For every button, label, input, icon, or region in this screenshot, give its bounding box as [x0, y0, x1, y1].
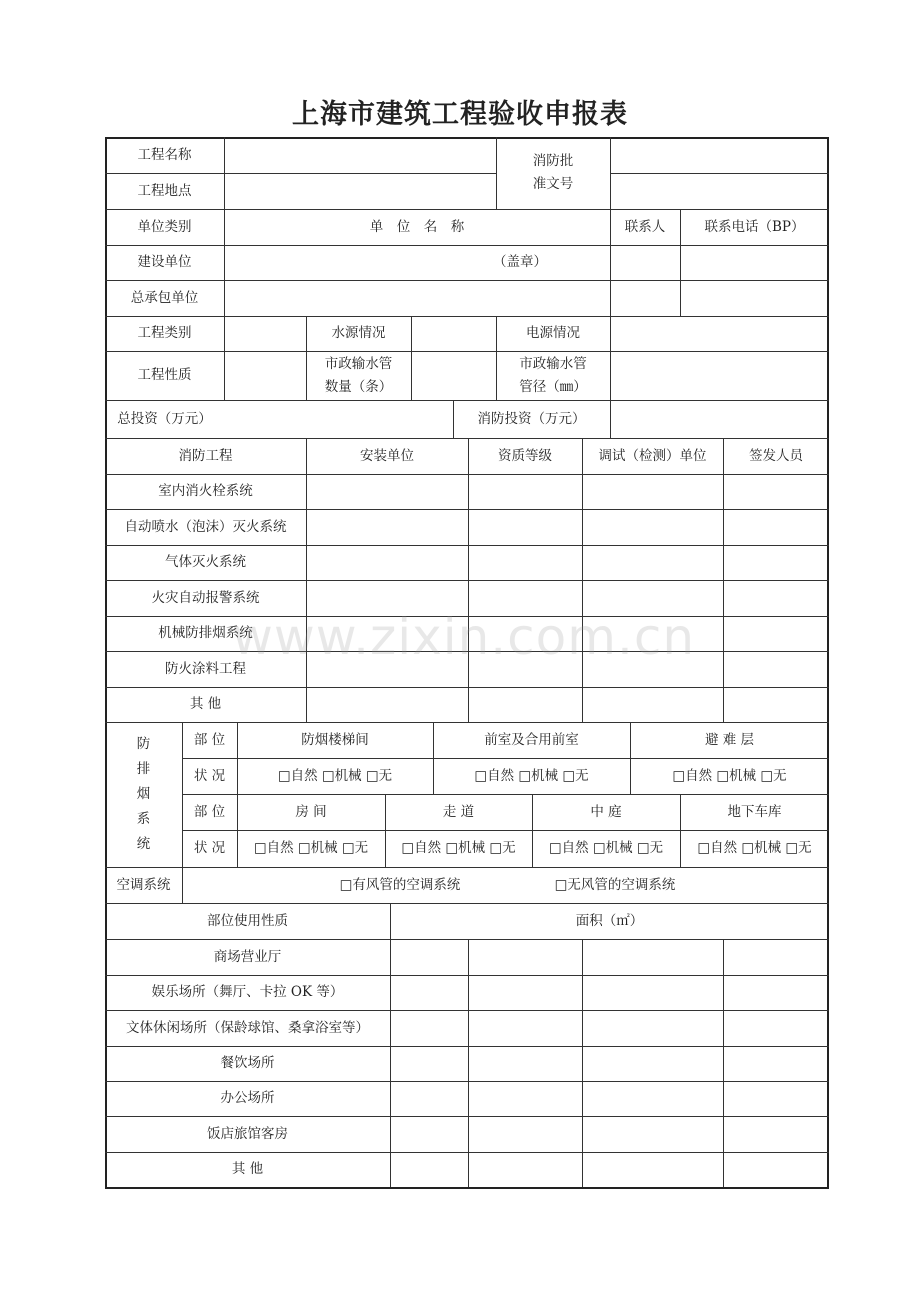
contractor-phone-field[interactable] [680, 280, 829, 316]
usage-row-label: 文体休闲场所（保龄球馆、桑拿浴室等） [126, 1019, 369, 1036]
project-address-field[interactable] [224, 173, 496, 209]
unit-name-header: 单 位 名 称 [369, 218, 465, 235]
form-title: 上海市建筑工程验收申报表 [292, 99, 628, 130]
fire-approval-field-2[interactable] [610, 173, 829, 209]
smoke-state-label-b: 状 况 [193, 840, 226, 856]
project-nature-field[interactable] [224, 351, 306, 400]
fire-system-row-label: 防火涂料工程 [165, 660, 246, 677]
fire-system-cell[interactable] [306, 509, 468, 545]
fire-system-row-label: 火灾自动报警系统 [151, 589, 260, 606]
total-investment-label: 总投资（万元） [117, 410, 212, 427]
contact-phone-header: 联系电话（BP） [704, 218, 805, 235]
fire-system-cell[interactable] [723, 545, 829, 580]
smoke-state-options: □自然 □机械 □无 [401, 840, 516, 856]
fire-system-cell[interactable] [582, 545, 723, 580]
usage-nature-header: 部位使用性质 [207, 912, 288, 929]
fire-system-cell[interactable] [306, 474, 468, 509]
fire-system-row-label: 自动喷水（泡沫）灭火系统 [124, 518, 287, 535]
pipe-count-label: 市政输水管 数量（条） [324, 355, 393, 395]
area-cell[interactable] [582, 939, 723, 975]
water-source-label: 水源情况 [331, 325, 386, 341]
fire-system-row-label: 室内消火栓系统 [158, 483, 253, 499]
fire-system-cell[interactable] [468, 509, 582, 545]
smoke-state-label-a: 状 况 [193, 767, 226, 784]
smoke-state-options: □自然 □机械 □无 [474, 767, 589, 784]
area-cell[interactable] [468, 1152, 582, 1187]
contractor-name-field[interactable] [224, 280, 610, 316]
area-cell[interactable] [582, 1010, 723, 1046]
power-source-label: 电源情况 [526, 325, 580, 341]
area-cell[interactable] [468, 975, 582, 1010]
ac-option-ductless: □无风管的空调系统 [554, 876, 676, 893]
water-source-field[interactable] [411, 316, 496, 351]
smoke-part-a-2: 避 难 层 [704, 731, 755, 748]
area-cell[interactable] [723, 939, 829, 975]
smoke-part-b-0: 房 间 [295, 803, 327, 820]
fire-system-row-label: 其 他 [189, 696, 222, 712]
fire-system-row-label: 气体灭火系统 [165, 554, 246, 570]
builder-label: 建设单位 [137, 254, 192, 270]
fire-system-row-label: 机械防排烟系统 [158, 625, 253, 641]
fire-works-header-2: 资质等级 [498, 447, 552, 464]
pipe-count-field[interactable] [411, 351, 496, 400]
smoke-part-label-b: 部 位 [193, 803, 226, 820]
area-cell[interactable] [468, 939, 582, 975]
project-type-label: 工程类别 [137, 325, 192, 341]
smoke-system-side-label: 防 排 烟 系 统 [136, 736, 151, 852]
project-nature-label: 工程性质 [137, 367, 192, 383]
fire-system-cell[interactable] [723, 580, 829, 616]
project-type-field[interactable] [224, 316, 306, 351]
area-cell[interactable] [390, 975, 468, 1010]
fire-system-cell[interactable] [468, 545, 582, 580]
pipe-diameter-label: 市政输水管 管径（㎜） [519, 355, 587, 395]
unit-category-label: 单位类别 [137, 218, 192, 235]
smoke-part-b-2: 中 庭 [590, 803, 622, 820]
seal-note: （盖章） [493, 254, 547, 270]
fire-system-cell[interactable] [582, 687, 723, 722]
area-cell[interactable] [390, 1152, 468, 1187]
project-address-label: 工程地点 [137, 182, 192, 199]
area-cell[interactable] [723, 1116, 829, 1152]
smoke-state-options: □自然 □机械 □无 [548, 840, 664, 856]
usage-row-label: 商场营业厅 [213, 948, 282, 965]
usage-row-label: 娱乐场所（舞厅、卡拉 OK 等） [151, 984, 344, 1000]
builder-phone-field[interactable] [680, 245, 829, 280]
area-cell[interactable] [468, 1081, 582, 1116]
area-cell[interactable] [390, 1116, 468, 1152]
area-cell[interactable] [582, 1116, 723, 1152]
fire-system-cell[interactable] [468, 687, 582, 722]
fire-system-cell[interactable] [306, 687, 468, 722]
builder-contact-field[interactable] [610, 245, 680, 280]
fire-works-header-3: 调试（检测）单位 [598, 447, 707, 464]
area-cell[interactable] [390, 939, 468, 975]
project-name-field[interactable] [224, 137, 496, 173]
area-cell[interactable] [582, 1152, 723, 1187]
usage-row-label: 办公场所 [220, 1090, 275, 1106]
area-cell[interactable] [723, 1010, 829, 1046]
ac-system-label: 空调系统 [116, 876, 171, 893]
fire-system-cell[interactable] [582, 509, 723, 545]
area-cell[interactable] [390, 1081, 468, 1116]
area-cell[interactable] [390, 1046, 468, 1081]
fire-system-cell[interactable] [723, 474, 829, 509]
fire-system-cell[interactable] [468, 474, 582, 509]
area-cell[interactable] [468, 1046, 582, 1081]
smoke-part-b-3: 地下车库 [727, 803, 782, 820]
area-cell[interactable] [582, 1046, 723, 1081]
watermark: www.zixin.com.cn [232, 608, 696, 666]
area-cell[interactable] [723, 1152, 829, 1187]
contractor-label: 总承包单位 [130, 289, 199, 306]
area-cell[interactable] [468, 1116, 582, 1152]
usage-row-label: 其 他 [231, 1161, 264, 1177]
fire-system-cell[interactable] [723, 687, 829, 722]
project-name-label: 工程名称 [137, 146, 192, 163]
area-cell[interactable] [390, 1010, 468, 1046]
usage-row-label: 餐饮场所 [220, 1055, 275, 1071]
fire-system-cell[interactable] [723, 616, 829, 651]
area-header: 面积（㎡） [575, 912, 644, 929]
fire-works-header-4: 签发人员 [749, 447, 803, 464]
fire-system-cell[interactable] [306, 545, 468, 580]
contact-person-header: 联系人 [624, 218, 666, 235]
area-cell[interactable] [582, 975, 723, 1010]
area-cell[interactable] [723, 1046, 829, 1081]
smoke-part-b-1: 走 道 [442, 803, 475, 820]
fire-system-cell[interactable] [723, 509, 829, 545]
fire-approval-field-1[interactable] [610, 137, 829, 173]
total-investment-field[interactable] [224, 400, 453, 438]
pipe-diameter-field[interactable] [610, 351, 829, 400]
fire-investment-label: 消防投资（万元） [477, 410, 586, 427]
area-cell[interactable] [468, 1010, 582, 1046]
power-source-field[interactable] [610, 316, 829, 351]
contractor-contact-field[interactable] [610, 280, 680, 316]
smoke-state-options: □自然 □机械 □无 [277, 767, 393, 784]
fire-system-cell[interactable] [723, 651, 829, 687]
smoke-state-options: □自然 □机械 □无 [672, 767, 787, 784]
ac-option-ducted: □有风管的空调系统 [339, 876, 461, 893]
smoke-part-a-1: 前室及合用前室 [484, 731, 579, 748]
fire-works-header-0: 消防工程 [178, 447, 233, 464]
smoke-state-options: □自然 □机械 □无 [253, 840, 369, 856]
fire-investment-field[interactable] [610, 400, 829, 438]
smoke-part-a-0: 防烟楼梯间 [301, 731, 369, 748]
fire-works-header-1: 安装单位 [360, 447, 414, 464]
smoke-state-options: □自然 □机械 □无 [697, 840, 812, 856]
usage-row-label: 饭店旅馆客房 [207, 1125, 288, 1142]
area-cell[interactable] [723, 1081, 829, 1116]
fire-approval-label: 消防批 准文号 [532, 153, 574, 192]
smoke-part-label-a: 部 位 [193, 731, 226, 748]
area-cell[interactable] [723, 975, 829, 1010]
fire-system-cell[interactable] [582, 474, 723, 509]
area-cell[interactable] [582, 1081, 723, 1116]
